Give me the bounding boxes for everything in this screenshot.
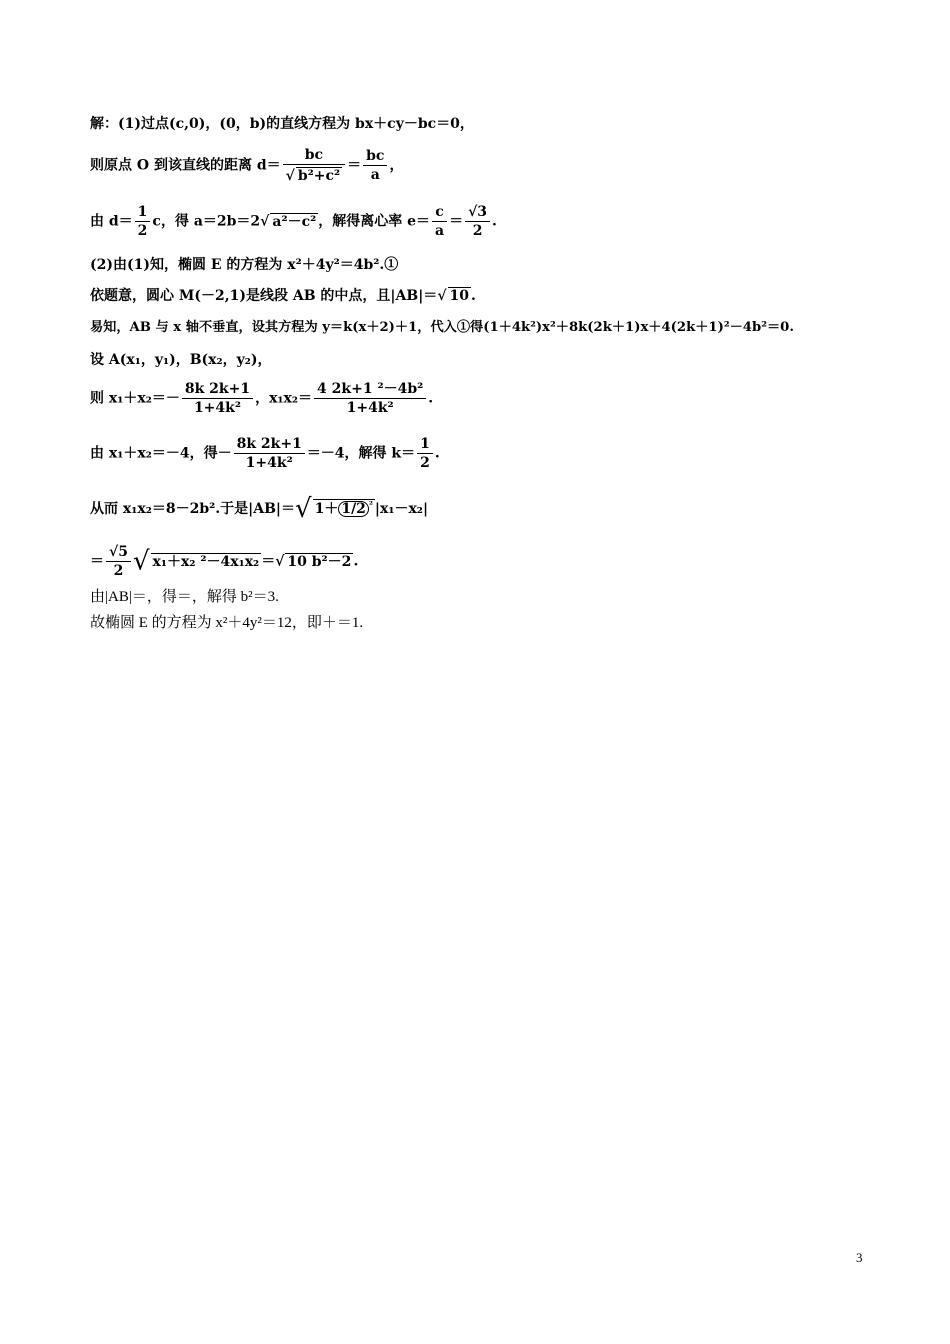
fraction-c-over-a: $\frac{c}{a}$ (432, 205, 447, 238)
solution-line-5: 依题意，圆心 M(－2,1)是线段 AB 的中点，且|AB|＝√ 10 . (90, 288, 476, 304)
radical-discriminant: x₁＋x₂ ²－4x₁x₂ (152, 553, 260, 570)
solution-line-10: 从而 x₁x₂＝8－2b².于是|AB|＝√ 1＋ 1/2 $^{^2}$ |x₁－x₂| (90, 494, 429, 524)
fraction-k-one-half: $\frac{1}{2}$ (417, 437, 433, 470)
solution-line-6: 易知，AB 与 x 轴不垂直，设其方程为 y＝k(x＋2)＋1，代入①得(1＋4k²)x²＋8k(2k＋1)x＋4(2k＋1)²－4b²＝0. (90, 320, 794, 335)
fraction-sum-again: $\frac{8k 2k+1}{\text{1+4k²}}$ (234, 437, 305, 470)
radical-ab-length: 1＋ 1/2 $^{^2}$ (314, 500, 373, 517)
radical-10: 10 (449, 288, 469, 304)
solution-line-9: 由 x₁＋x₂＝－4，得－ $\frac{8k 2k+1}{\text{1+4k²}}$ ＝－4，解得 k＝ $\frac{1}{2}$ . (90, 436, 440, 471)
radical-10-b2: 10 b²－2 (287, 553, 352, 570)
equals-sign: ＝ (347, 157, 362, 174)
line-1-text: 解：(1)过点(c,0)，(0，b)的直线方程为 bx＋cy－bc＝0， (90, 116, 474, 132)
page-number: 3 (856, 1250, 863, 1265)
fraction-bc-over-root: $\frac{bc}{\text{√ b²+c²}}$ (283, 148, 346, 183)
fraction-bc-over-a: $\frac{bc}{a}$ (363, 149, 387, 182)
solution-line-7: 设 A(x₁，y₁)，B(x₂，y₂)， (90, 352, 272, 368)
fraction-product-roots: $\frac{\text{4 2k+1 ²－4b²}}{\text{1+4k²}}$ (314, 382, 426, 415)
line-2-prefix: 则原点 O 到该直线的距离 d＝ (90, 157, 281, 174)
solution-line-11: ＝ $\frac{√5}{2}$ √ x₁＋x₂ ²－4x₁x₂ ＝√ 10 b²－2 . (90, 544, 359, 579)
fraction-root3-over-2: $\frac{√3}{2}$ (465, 205, 490, 238)
solution-line-8: 则 x₁＋x₂＝－ $\frac{8k 2k+1}{\text{1+4k²}}$ ，x₁x₂＝ $\frac{\text{4 2k+1 ²－4b²}}{\text{1+4k²}}$ . (90, 381, 434, 416)
solution-line-4: (2)由(1)知，椭圆 E 的方程为 x²＋4y²＝4b².① (90, 257, 399, 273)
fraction-one-half: $\frac{1}{2}$ (135, 205, 151, 238)
solution-line-2: 则原点 O 到该直线的距离 d＝ $\frac{bc}{\text{√ b²+c²}}$ ＝ $\frac{bc}{a}$ ， (90, 147, 404, 184)
solution-line-3: 由 d＝ $\frac{1}{2}$ c，得 a＝2b＝2√ a²－c² ，解得离心率 e＝ $\frac{c}{a}$ ＝ $\frac{√3}{2}$ . (90, 204, 497, 239)
solution-line-1 (90, 117, 474, 131)
circled-half: 1/2 (338, 501, 369, 517)
solution-line-13: 故椭圆 E 的方程为 x²＋4y²＝12，即＋＝1. (90, 615, 364, 631)
solution-line-12: 由|AB|＝，得＝，解得 b²＝3. (90, 589, 279, 605)
radical-a2-c2: a²－c² (272, 213, 317, 230)
fraction-sum-roots: $\frac{8k 2k+1}{\text{1+4k²}}$ (182, 382, 253, 415)
fraction-root5-over-2: $\frac{√5}{2}$ (106, 545, 131, 578)
